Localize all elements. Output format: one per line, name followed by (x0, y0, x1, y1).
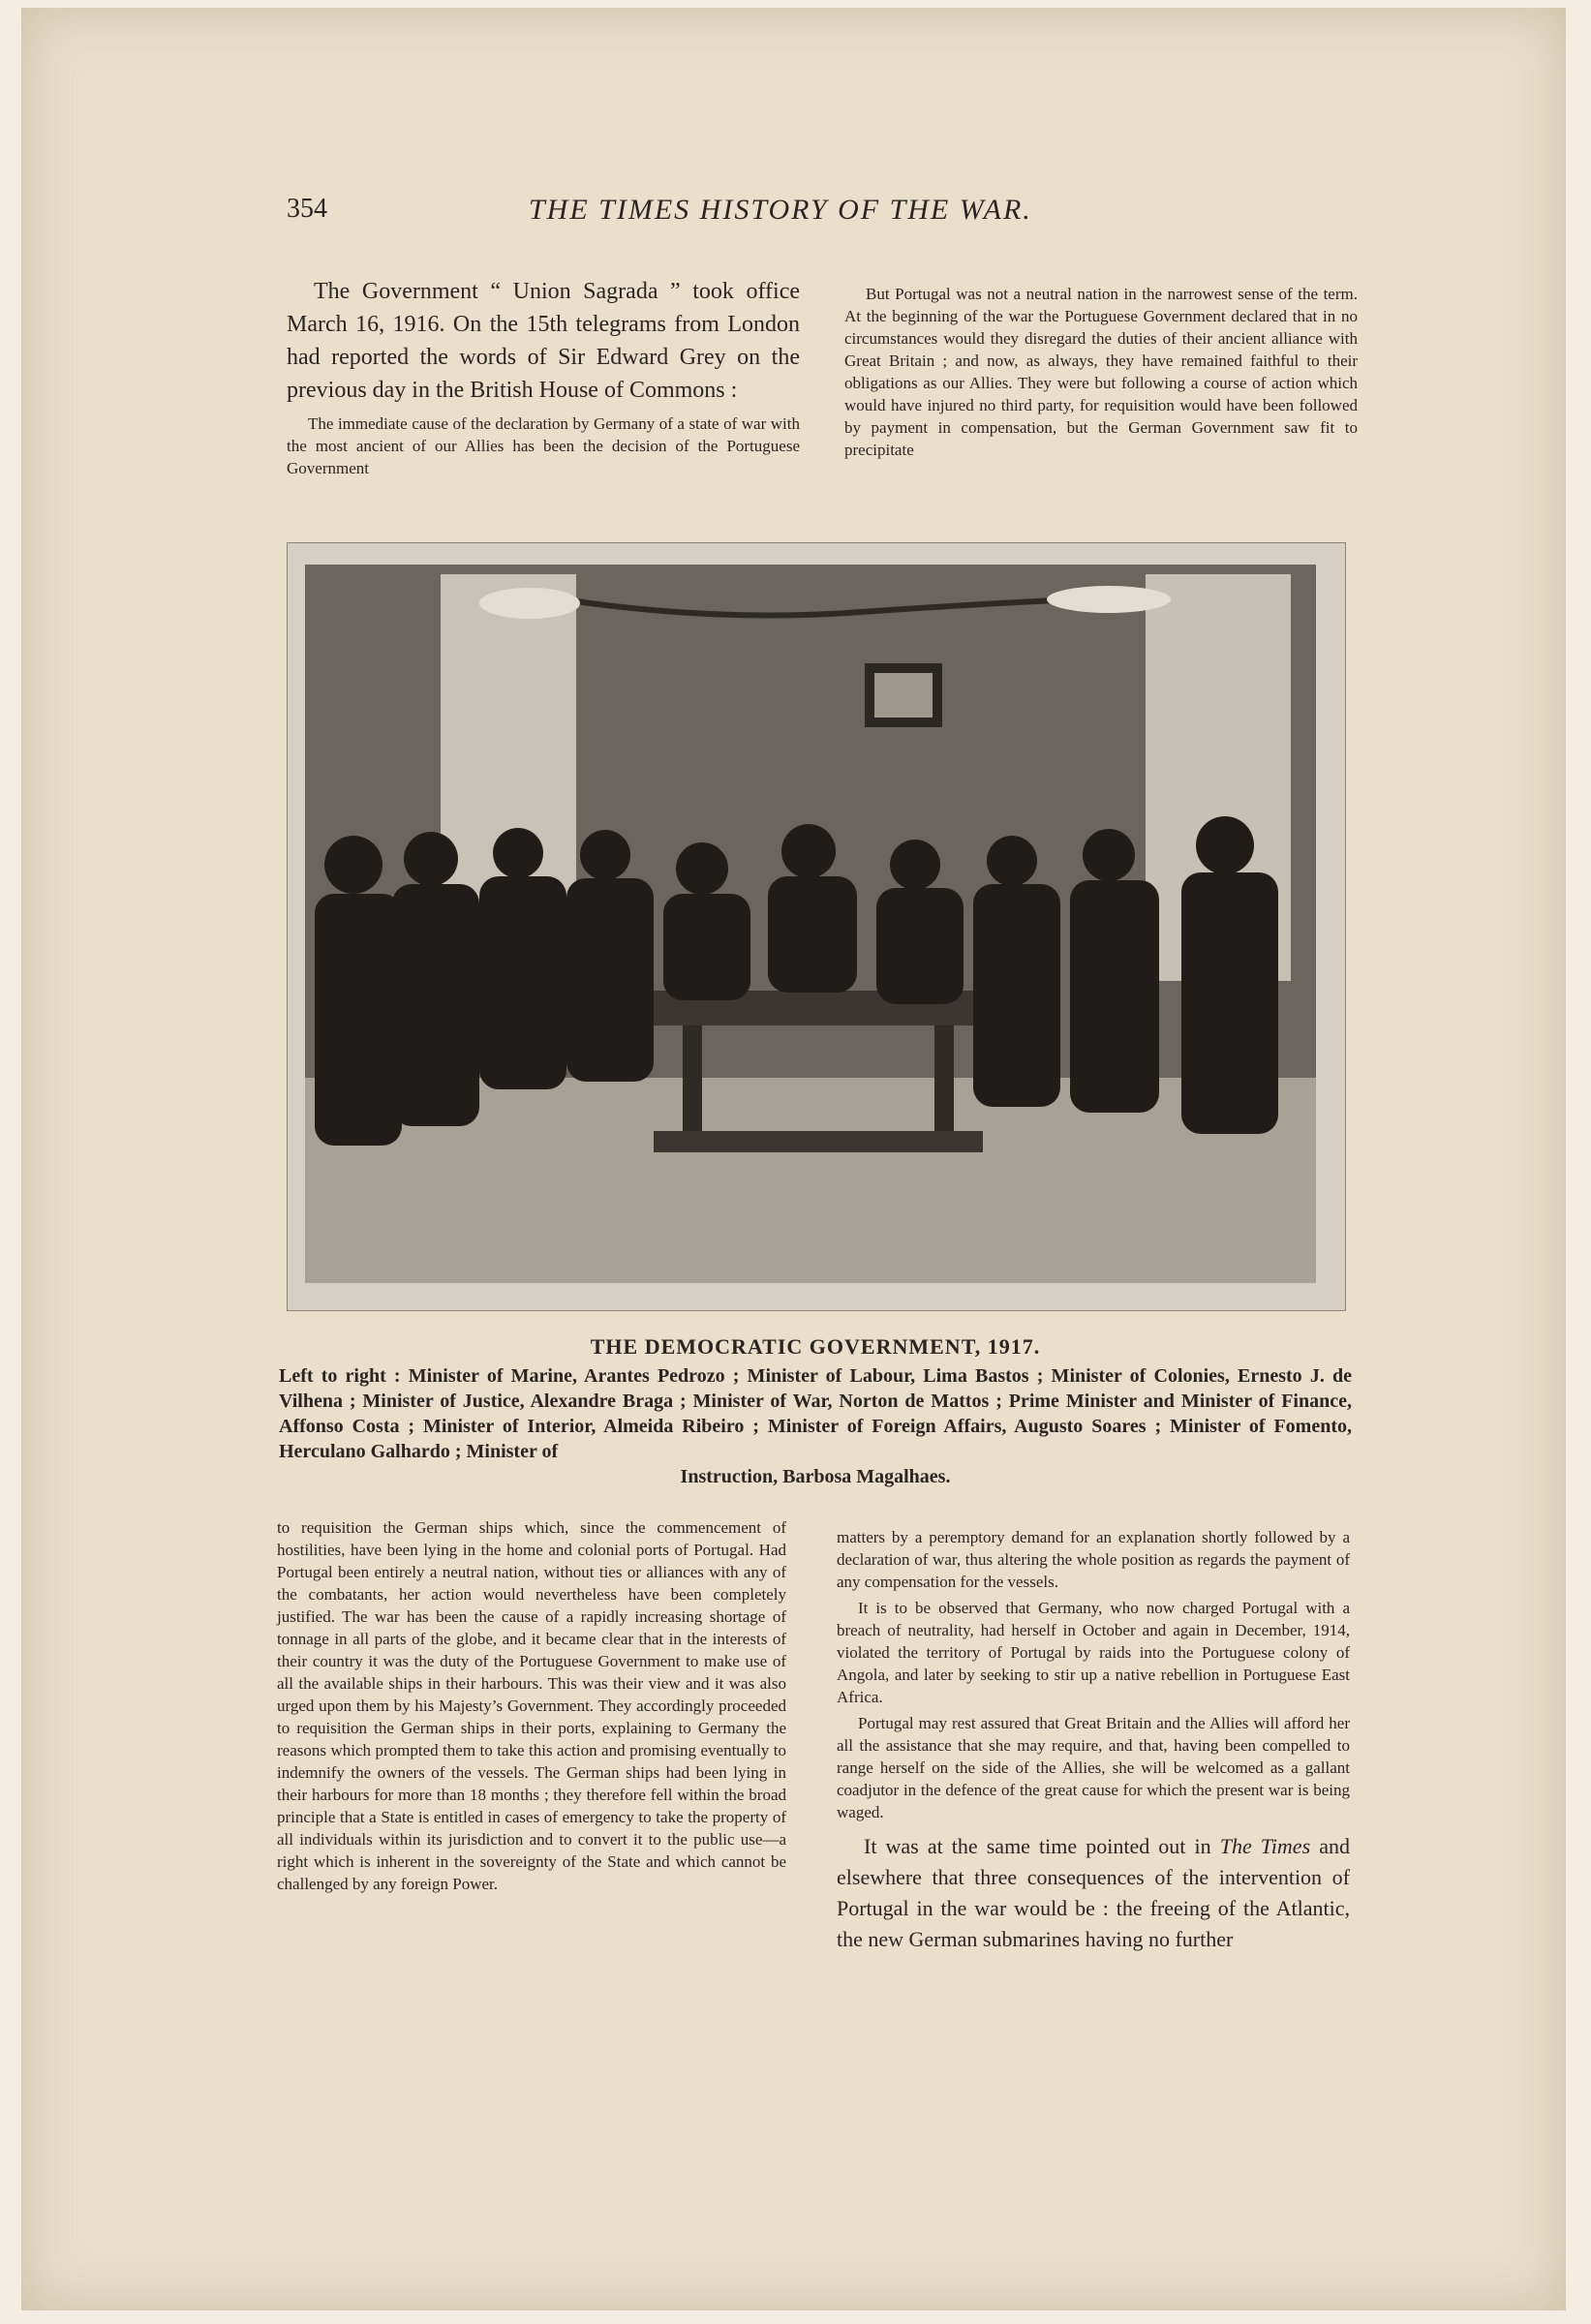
bottom-right-paragraph-1: matters by a peremptory demand for an explanation shortly followed by a declaration of war, thus altering the whole position as regards the payment of any compensation for the vessels. (837, 1528, 1350, 1591)
quote-paragraph: The immediate cause of the declaration by Germany of a state of war with the most ancient of our Allies has been the decision of the Portuguese Government (287, 414, 800, 477)
times-italic: The Times (1219, 1834, 1311, 1858)
bottom-right-paragraph-2: It is to be observed that Germany, who now charged Portugal with a breach of neutrality, had herself in October and again in December, 1914, violated the territory of Portugal by raids into the Portuguese colony of Angola, and later by seeking to stir up a native rebellion in Portuguese East Africa. (837, 1599, 1350, 1706)
photo-caption-title: THE DEMOCRATIC GOVERNMENT, 1917. (590, 1334, 1041, 1359)
bottom-left-column (277, 1516, 786, 1895)
photo-caption-body (279, 1363, 1352, 1489)
group-portrait-illustration (305, 565, 1316, 1283)
top-left-column (287, 275, 800, 479)
lead-text-pre: It was at the same time pointed out in (864, 1834, 1220, 1858)
top-right-paragraph: But Portugal was not a neutral nation in the narrowest sense of the term. At the beginning of the war the Portuguese Government declared that in no circumstances would they disregard the duties of their ancient alliance with Great Britain ; and now, as always, they have remained faithful to their obligations as our Allies. They were but following a course of action which would have injured no third party, for requisition would have been followed by payment in compensation, but the German Government saw fit to precipitate (844, 285, 1358, 459)
caption-last-line: Instruction, Barbosa Magalhaes. (680, 1466, 951, 1487)
photo-image (305, 565, 1316, 1283)
lead-paragraph: The Government “ Union Sagrada ” took office March 16, 1916. On the 15th telegrams from London had reported the words of Sir Edward Grey on the previous day in the British House of Commons : (287, 279, 800, 403)
running-title: THE TIMES HISTORY OF THE WAR. (529, 194, 1032, 226)
bottom-right-column (837, 1526, 1350, 1955)
caption-names: Left to right : Minister of Marine, Arantes Pedrozo ; Minister of Labour, Lima Bastos ; Minister of Colonies, Ernesto J. de Vilhena ; Minister of Justice, Alexandre Braga ; Minister of War, Norton de Mattos ; Prime Minister and Minister of Finance, Affonso Costa ; Minister of Interior, Almeida Ribeiro ; Minister of Foreign Affairs, Augusto Soares ; Minister of Fomento, Herculano Galhardo ; Minister of (279, 1365, 1352, 1462)
top-right-column (844, 283, 1358, 461)
lead-text-post: and elsewhere that three consequences of the intervention of Portugal in the war would be : the freeing of the Atlantic, the new German submarines having no further (837, 1834, 1350, 1951)
bottom-left-paragraph: to requisition the German ships which, since the commencement of hostilities, have been lying in the home and colonial ports of Portugal. Had Portugal been entirely a neutral nation, without ties or alliances with any of the combatants, her action would nevertheless have been completely justified. The war has been the cause of a rapidly increasing shortage of tonnage in all parts of the globe, and it became clear that in the interests of their country it was the duty of the Portuguese Government to make use of all the available ships in their harbours. This was their view and it was also urged upon them by his Majesty’s Government. They accordingly proceeded to requisition the German ships in their ports, explaining to Germany the reasons which prompted them to take this action and promising eventually to indemnify the owners of the vessels. The German ships had been lying in their harbours for more than 18 months ; they therefore fell within the broad principle that a State is entitled in cases of emergency to take the property of all individuals within its jurisdiction and to convert it to the public use—a right which is inherent in the sovereignty of the State and which cannot be challenged by any foreign Power. (277, 1518, 786, 1893)
page-header (287, 194, 1352, 232)
bottom-right-lead-paragraph (837, 1831, 1350, 1955)
bottom-right-paragraph-3: Portugal may rest assured that Great Britain and the Allies will afford her all the assistance that she may require, and that, having been compelled to range herself on the side of the Allies, she will be welcomed as a gallant coadjutor in the defence of the great cause for which the present war is being waged. (837, 1714, 1350, 1821)
cabinet-photograph (287, 542, 1346, 1311)
page-number: 354 (287, 194, 327, 224)
